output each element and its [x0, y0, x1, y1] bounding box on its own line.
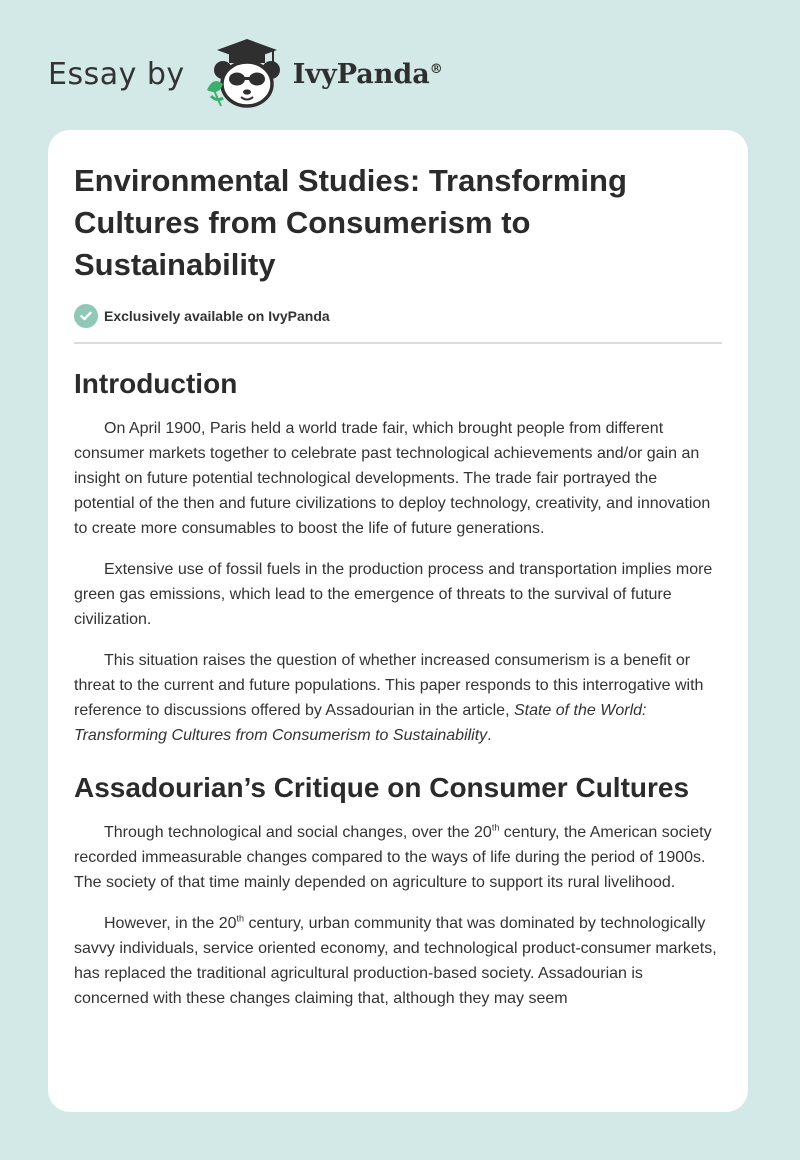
paragraph	[74, 820, 722, 895]
paragraph: On April 1900, Paris held a world trade fair, which brought people from different consumer markets together to celebrate past technological achievements and/or gain an insight on future potential technological developments. The trade fair portrayed the potential of the then and future civilizations to deploy technology, creativity, and innovation to create more consumables to boost the life of future generations.	[74, 420, 711, 537]
paragraph	[74, 648, 722, 748]
registered-mark: ®	[429, 61, 443, 77]
article-card	[48, 130, 748, 1112]
superscript: th	[491, 822, 500, 833]
paragraph-text: century, urban community that was dominated by technologically savvy individuals, service oriented economy, and technological product-consumer markets, has replaced the traditional agricultural production-based society. Assadourian is concerned with these changes claiming that, although they may seem	[74, 915, 717, 1007]
superscript: th	[236, 913, 245, 924]
section-heading: Introduction	[74, 368, 238, 399]
site-header	[48, 36, 443, 112]
paragraph	[74, 911, 722, 1011]
exclusive-badge	[74, 304, 722, 344]
article-reference: State of the World: Transforming Cultures from Consumerism to Sustainability	[74, 702, 647, 744]
paragraph-text: century, the American society recorded immeasurable changes compared to the ways of life during the period of 1900s. The society of that time mainly depended on agriculture to support its rural livelihood.	[74, 824, 712, 891]
section-heading: Assadourian’s Critique on Consumer Cultures	[74, 772, 690, 803]
badge-label: Exclusively available on IvyPanda	[104, 308, 330, 324]
brand-name: IvyPanda	[292, 58, 430, 90]
article-title: Environmental Studies: Transforming Cultures from Consumerism to Sustainability	[74, 163, 627, 282]
brand-logotype[interactable]	[293, 59, 443, 90]
paragraph-text: Through technological and social changes, over the 20	[104, 824, 492, 841]
paragraph-text: This situation raises the question of whether increased consumerism is a benefit or threat to the current and future populations. This paper responds to this interrogative with reference to discussions offered by Assadourian in the article,	[74, 652, 704, 719]
check-circle-icon	[74, 304, 98, 328]
paragraph: Extensive use of fossil fuels in the production process and transportation implies more green gas emissions, which lead to the emergence of threats to the survival of future civilization.	[74, 561, 713, 628]
panda-graduation-cap-icon[interactable]	[201, 36, 287, 112]
essay-by-label: Essay by	[48, 56, 185, 92]
paragraph-text: .	[487, 727, 492, 744]
paragraph-text: However, in the 20	[104, 915, 237, 932]
